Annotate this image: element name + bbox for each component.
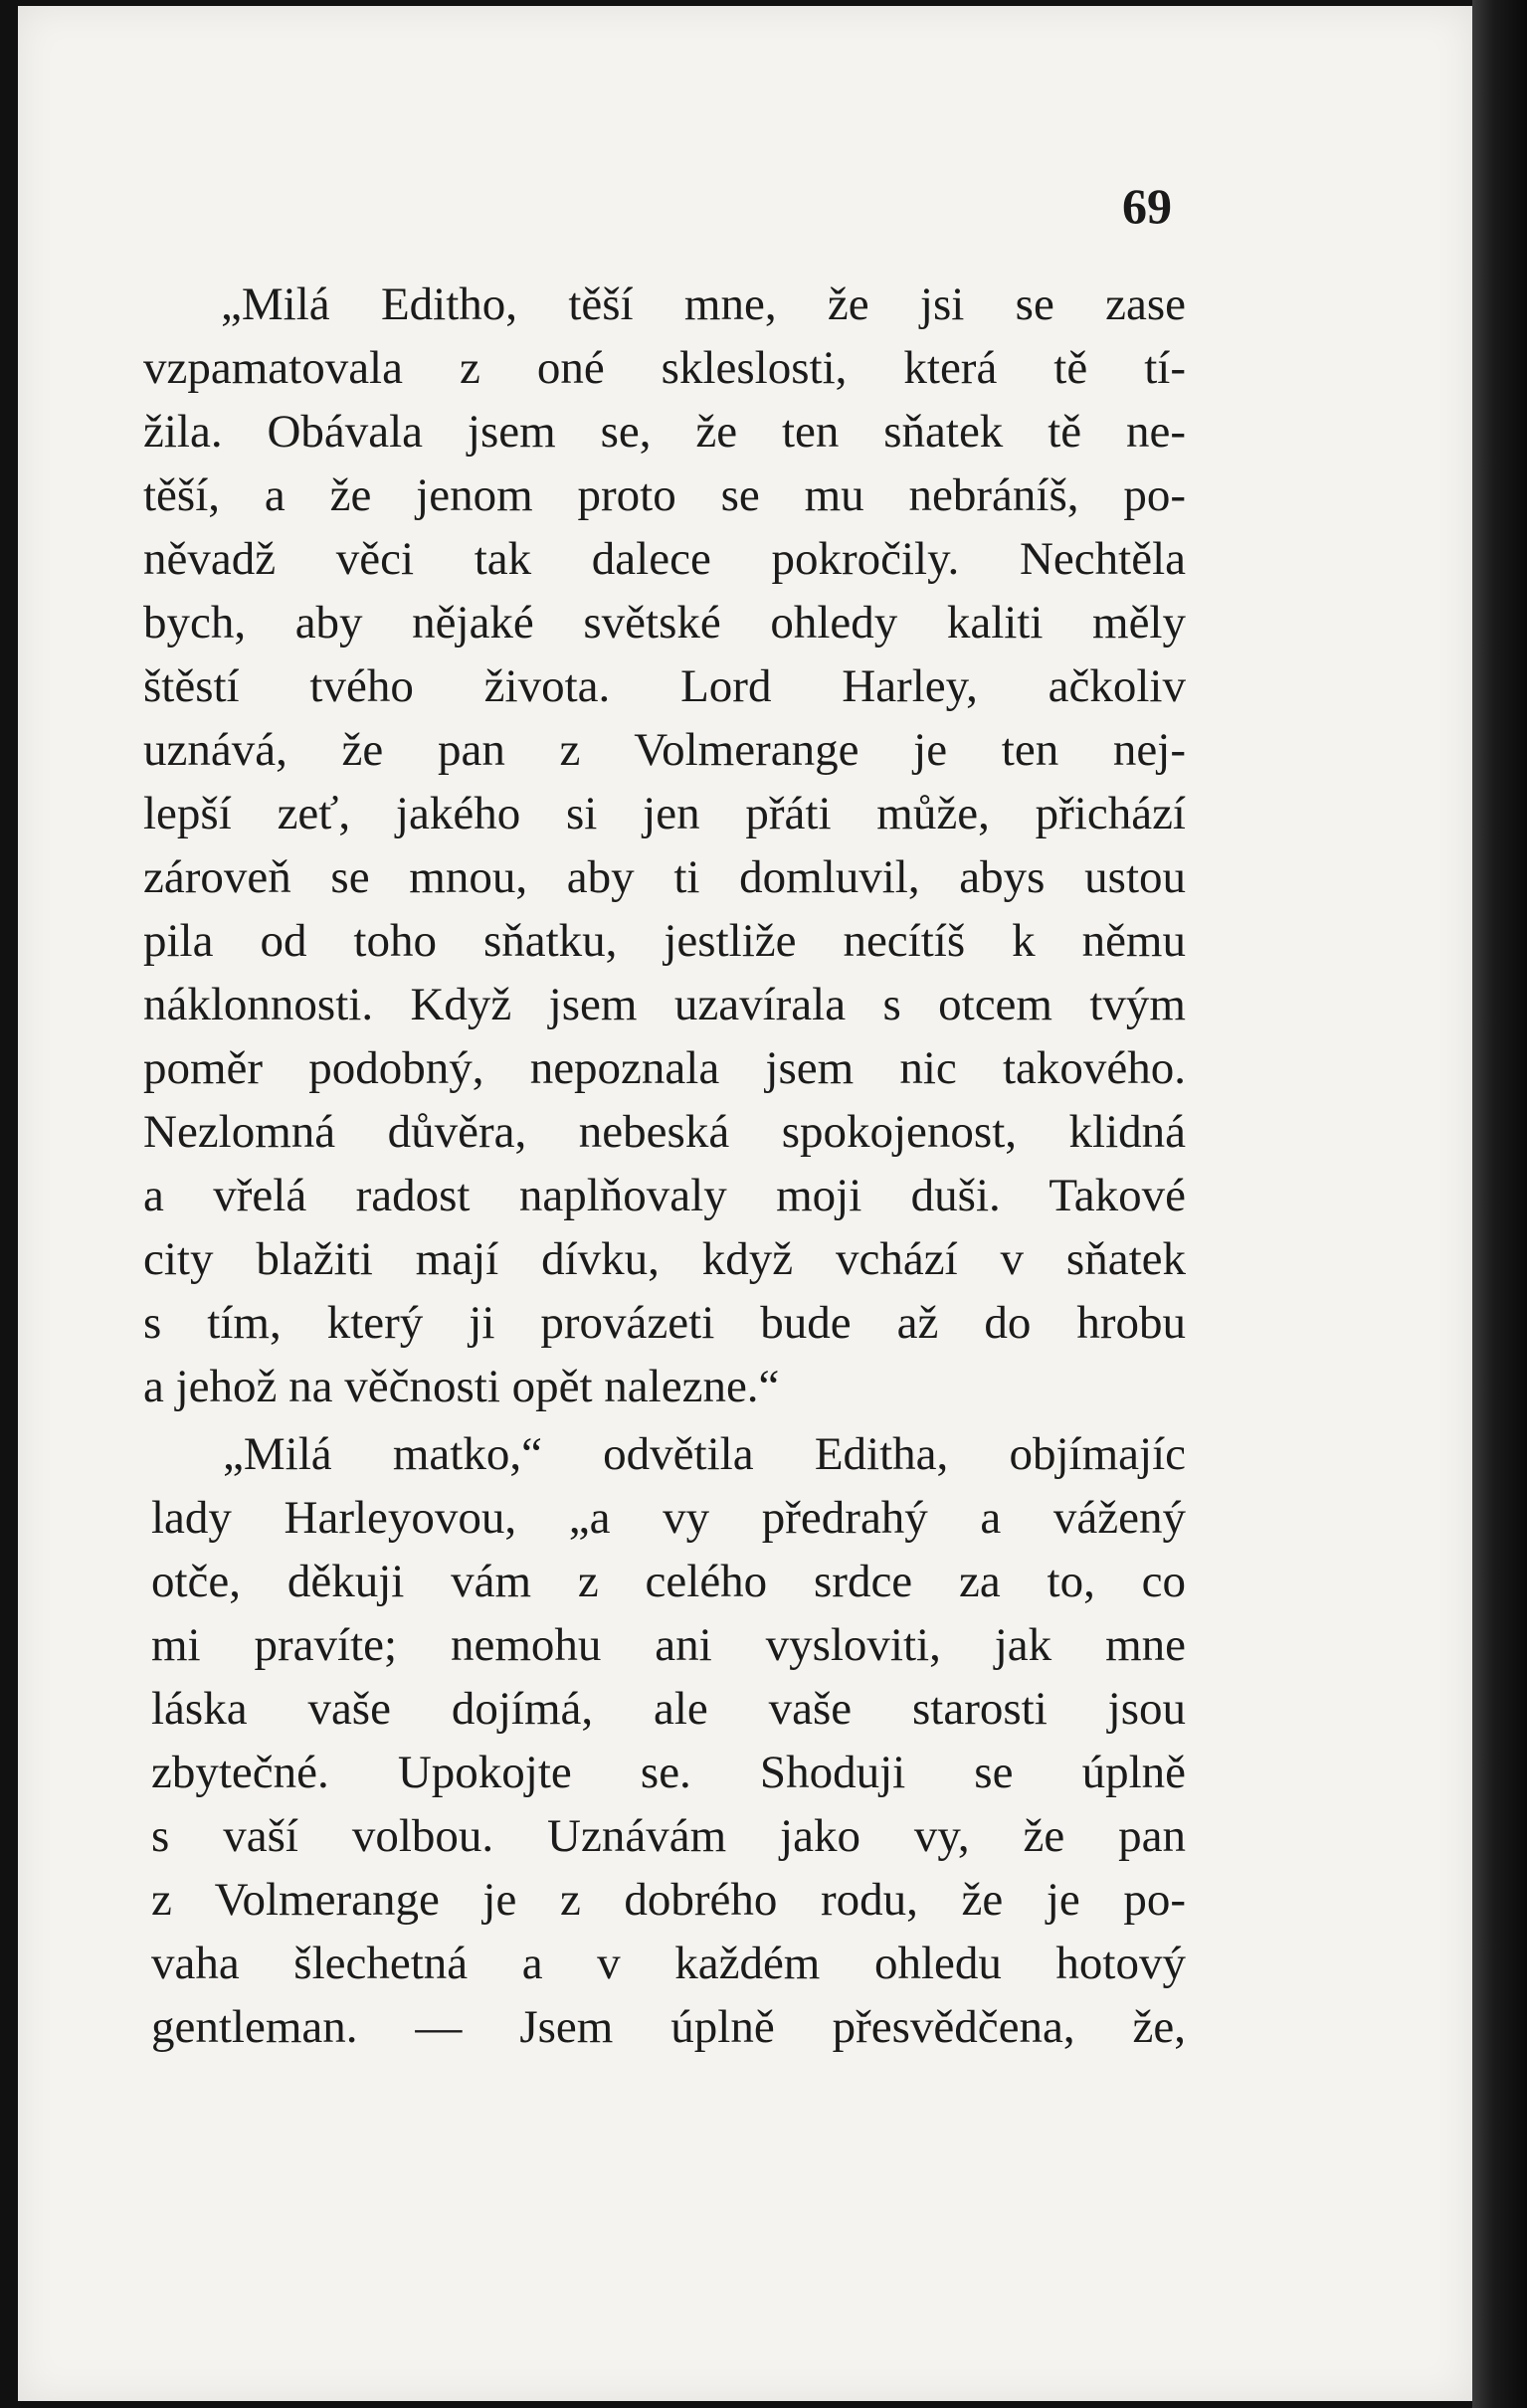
text-line: gentleman. — Jsem úplně přesvědčena, že, xyxy=(151,2001,1186,2053)
text-line: poměr podobný, nepoznala jsem nic takového. xyxy=(143,1042,1186,1094)
text-line: a jehož na věčnosti opět nalezne.“ xyxy=(143,1361,780,1412)
text-line: láska vaše dojímá, ale vaše starosti jsou xyxy=(151,1683,1186,1735)
text-line: vzpamatovala z oné skleslosti, která tě tí- xyxy=(143,342,1186,394)
text-line: lepší zeť, jakého si jen přáti může, přichází xyxy=(143,788,1186,839)
text-line: uznává, že pan z Volmerange je ten nej- xyxy=(143,724,1186,776)
text-line: něvadž věci tak dalece pokročily. Nechtěla xyxy=(143,533,1186,585)
text-line: s vaší volbou. Uznávám jako vy, že pan xyxy=(151,1810,1186,1862)
text-line: z Volmerange je z dobrého rodu, že je po- xyxy=(151,1874,1186,1926)
text-line: a vřelá radost naplňovaly moji duši. Takové xyxy=(143,1170,1186,1221)
text-line: zbytečné. Upokojte se. Shoduji se úplně xyxy=(151,1747,1186,1798)
text-line: city blažiti mají dívku, když vchází v sňatek xyxy=(143,1233,1186,1285)
text-line: žila. Obávala jsem se, že ten sňatek tě ne- xyxy=(143,406,1186,458)
text-line: pila od toho sňatku, jestliže necítíš k němu xyxy=(143,915,1186,967)
page-number: 69 xyxy=(1122,178,1172,234)
text-line: Nezlomná důvěra, nebeská spokojenost, klidná xyxy=(143,1106,1186,1158)
text-line: náklonnosti. Když jsem uzavírala s otcem tvým xyxy=(143,979,1186,1030)
text-line: vaha šlechetná a v každém ohledu hotový xyxy=(151,1938,1186,1989)
text-line: těší, a že jenom proto se mu nebráníš, po- xyxy=(143,469,1186,521)
text-line: bych, aby nějaké světské ohledy kaliti měly xyxy=(143,597,1186,648)
text-line: štěstí tvého života. Lord Harley, ačkoliv xyxy=(143,660,1186,712)
text-line: mi pravíte; nemohu ani vysloviti, jak mne xyxy=(151,1619,1186,1671)
text-line: „Milá Editho, těší mne, že jsi se zase xyxy=(221,278,1186,330)
page-edge-shadow xyxy=(1472,0,1527,2408)
text-line: s tím, který ji provázeti bude až do hrobu xyxy=(143,1297,1186,1349)
text-line: otče, děkuji vám z celého srdce za to, co xyxy=(151,1556,1186,1607)
text-line: „Milá matko,“ odvětila Editha, objímajíc xyxy=(223,1428,1186,1480)
text-line: lady Harleyovou, „a vy předrahý a vážený xyxy=(151,1492,1186,1544)
text-line: zároveň se mnou, aby ti domluvil, abys ustou xyxy=(143,851,1186,903)
